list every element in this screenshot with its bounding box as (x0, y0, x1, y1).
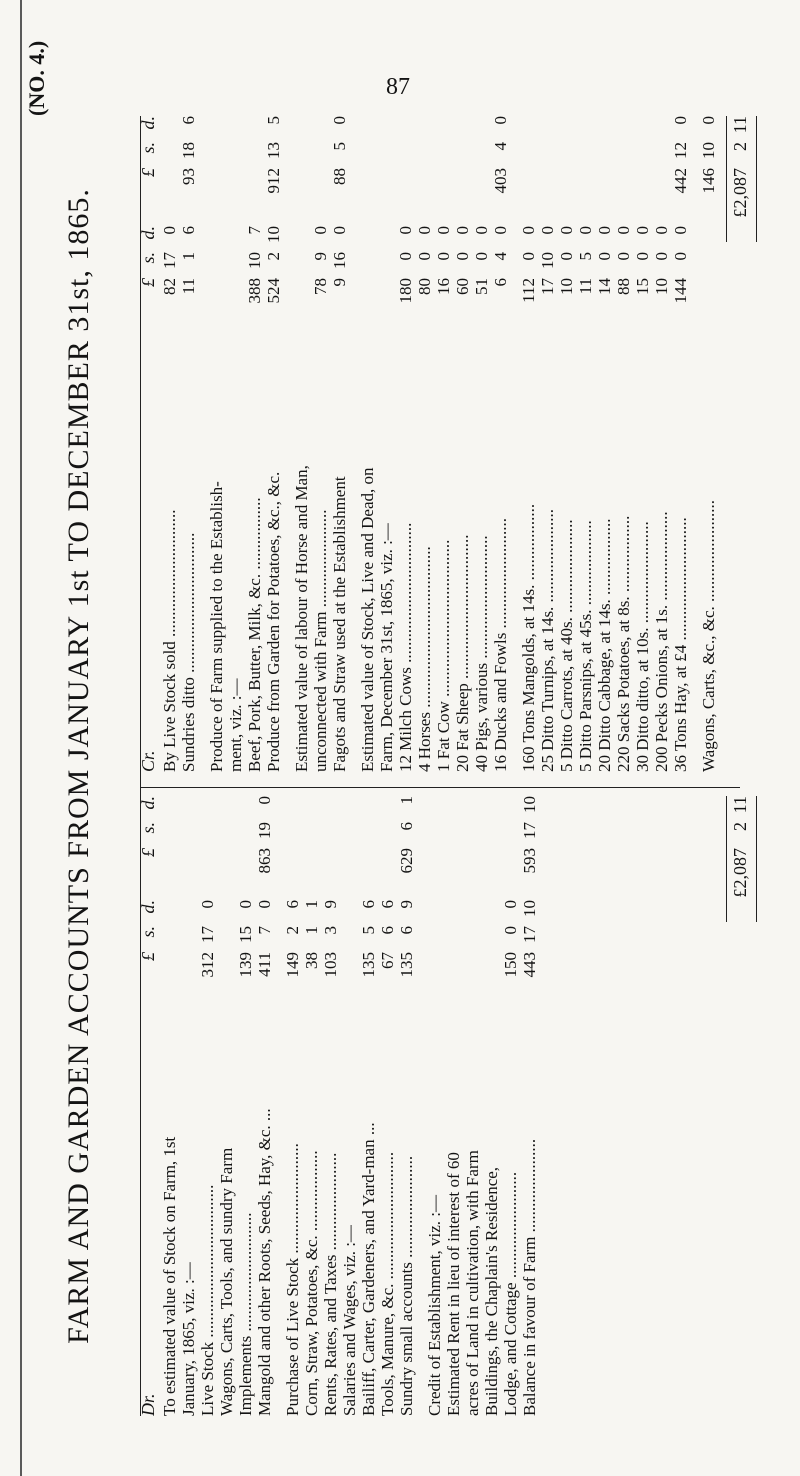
debit-row (425, 796, 444, 1416)
credit-row-amount-pounds: 51 (472, 278, 491, 295)
debit-row-description: Corn, Straw, Potatoes, &c. ................... (302, 1150, 321, 1416)
credit-row-amount-pounds: 17 (538, 278, 557, 295)
credit-side-label: Cr. (138, 750, 158, 772)
credit-row-amount-pence: 0 (311, 226, 330, 235)
credit-row-description: 200 Pecks Onions, at 1s. ..................... (652, 511, 671, 772)
credit-row-subtotal-pounds: 912 (264, 168, 283, 194)
credit-row-amount-shillings: 0 (434, 252, 453, 261)
credit-total-shillings: 2 (730, 142, 750, 151)
credit-row-amount-pence: 0 (538, 226, 557, 235)
credit-row-description: 4 Horses ...................................... (415, 546, 434, 772)
center-divider (140, 787, 740, 788)
credit-row-amount-pence: 0 (491, 226, 510, 235)
debit-row-subtotal-pence: 0 (255, 796, 274, 805)
credit-total-underline (756, 116, 757, 242)
credit-row-amount-shillings: 4 (491, 252, 510, 261)
debit-row-amount-pence: 9 (321, 900, 340, 909)
credit-row-amount-shillings: 0 (396, 252, 415, 261)
credit-row-description: Wagons, Carts, &c., &c. ........................ (699, 499, 718, 772)
debit-row-description: Balance in favour of Farm ...................... (520, 1138, 539, 1416)
credit-row-amount-shillings: 0 (519, 252, 538, 261)
debit-row (283, 796, 302, 1416)
debit-rows (160, 796, 539, 1416)
credit-row (415, 116, 434, 772)
debit-row-subtotal-shillings: 19 (255, 822, 274, 839)
credit-row-description: 5 Ditto Parsnips, at 45s. .................... (576, 520, 595, 772)
credit-row-subtotal-shillings: 13 (264, 142, 283, 159)
credit-row (614, 116, 633, 772)
credit-row-amount-pence: 0 (652, 226, 671, 235)
credit-row (538, 116, 557, 772)
debit-col-pounds-total: £ (138, 848, 158, 857)
debit-row-amount-pounds: 411 (255, 952, 274, 977)
debit-row-amount-pounds: 38 (302, 952, 321, 969)
debit-row-amount-shillings: 1 (302, 926, 321, 935)
debit-row-amount-pounds: 67 (378, 952, 397, 969)
credit-row (453, 116, 472, 772)
credit-row-amount-shillings: 17 (160, 252, 179, 269)
credit-row-amount-shillings: 0 (614, 252, 633, 261)
debit-col-pounds: £ (138, 952, 158, 961)
debit-col-shillings-total: s. (138, 822, 158, 834)
debit-row (359, 796, 378, 1416)
debit-row-description: Live Stock .................................... (198, 1184, 217, 1416)
debit-total (730, 796, 751, 922)
debit-row-amount-pence: 6 (359, 900, 378, 909)
debit-row-amount-pence: 0 (236, 900, 255, 909)
credit-row (226, 116, 245, 772)
credit-col-pence: d. (138, 226, 158, 240)
debit-row-amount-shillings: 15 (236, 926, 255, 943)
credit-row-subtotal-pence: 0 (491, 116, 510, 125)
debit-row-amount-pence: 0 (198, 900, 217, 909)
credit-row-subtotal-shillings: 12 (671, 142, 690, 159)
credit-rows (160, 116, 718, 772)
credit-row-description: Fagots and Straw used at the Establishment (330, 476, 349, 772)
credit-row-amount-pence: 0 (434, 226, 453, 235)
credit-row-amount-pounds: 88 (614, 278, 633, 295)
credit-row-amount-shillings: 16 (330, 252, 349, 269)
credit-total-pounds: £2,087 (730, 168, 750, 218)
credit-row-amount-pence: 0 (614, 226, 633, 235)
credit-row-amount-pence: 0 (330, 226, 349, 235)
credit-row (358, 116, 377, 772)
credit-row-description: 20 Fat Sheep .................................. (453, 534, 472, 772)
debit-row-amount-shillings: 3 (321, 926, 340, 935)
credit-row (557, 116, 576, 772)
credit-row-amount-shillings: 0 (557, 252, 576, 261)
debit-row-amount-pence: 6 (378, 900, 397, 909)
credit-row (377, 116, 396, 772)
credit-row-amount-pence: 0 (576, 226, 595, 235)
debit-row-amount-pounds: 149 (283, 952, 302, 978)
credit-row-description: 12 Milch Cows ................................. (396, 522, 415, 772)
debit-total-rule (726, 796, 727, 922)
debit-row (236, 796, 255, 1416)
credit-row-amount-pence: 0 (595, 226, 614, 235)
credit-row (207, 116, 226, 772)
debit-row-description: To estimated value of Stock on Farm, 1st (160, 1136, 179, 1416)
debit-row-description: Buildings, the Chaplain's Residence, (482, 1166, 501, 1416)
credit-row (434, 116, 453, 772)
debit-row (397, 796, 416, 1416)
credit-col-pounds-total: £ (138, 168, 158, 177)
credit-row-description: 36 Tons Hay, at £4 ............................. (671, 517, 690, 772)
debit-row-amount-pounds: 443 (520, 952, 539, 978)
debit-row-amount-pence: 0 (501, 900, 520, 909)
credit-row-amount-pounds: 112 (519, 278, 538, 303)
debit-row-amount-pence: 9 (397, 900, 416, 909)
credit-row-amount-shillings: 0 (671, 252, 690, 261)
credit-total-rule (726, 116, 727, 242)
credit-row-amount-pounds: 11 (179, 278, 198, 295)
credit-row-amount-pounds: 388 (245, 278, 264, 304)
credit-row-amount-pounds: 82 (160, 278, 179, 295)
credit-row-amount-pounds: 11 (576, 278, 595, 295)
credit-row (330, 116, 349, 772)
debit-row-description: Tools, Manure, &c. .............................. (378, 1151, 397, 1416)
credit-row (576, 116, 595, 772)
credit-row (699, 116, 718, 772)
credit-row-description: 20 Ditto Cabbage, at 14s. .................. (595, 518, 614, 772)
debit-row-amount-pence: 0 (255, 900, 274, 909)
credit-row (491, 116, 510, 772)
debit-row-amount-shillings: 0 (501, 926, 520, 935)
debit-row (217, 796, 236, 1416)
credit-row-amount-pence: 0 (519, 226, 538, 235)
credit-row-amount-shillings: 0 (472, 252, 491, 261)
credit-row-amount-pence: 6 (179, 226, 198, 235)
credit-total (730, 116, 751, 242)
debit-total-underline (756, 796, 757, 922)
debit-row-description: Salaries and Wages, viz. :— (340, 1225, 359, 1416)
debit-row-amount-pounds: 135 (397, 952, 416, 978)
credit-row-amount-shillings: 0 (453, 252, 472, 261)
credit-row-amount-pence: 10 (264, 226, 283, 243)
credit-row-description: Estimated value of labour of Horse and Man, (292, 465, 311, 772)
credit-row-description: 220 Sacks Potatoes, at 8s. .................. (614, 515, 633, 772)
debit-row-amount-pounds: 150 (501, 952, 520, 978)
credit-row-description: Farm, December 31st, 1865, viz. :— (377, 523, 396, 772)
credit-col-pounds: £ (138, 278, 158, 287)
credit-row-amount-pounds: 14 (595, 278, 614, 295)
debit-row (520, 796, 539, 1416)
credit-row-amount-shillings: 2 (264, 252, 283, 261)
debit-row-subtotal-pence: 1 (397, 796, 416, 805)
credit-header (138, 116, 160, 772)
debit-side-label: Dr. (138, 1393, 158, 1416)
debit-row-amount-pence: 1 (302, 900, 321, 909)
debit-col-pence-total: d. (138, 796, 158, 810)
credit-row-amount-pounds: 10 (557, 278, 576, 295)
debit-row (482, 796, 501, 1416)
debit-row-description: Wagons, Carts, Tools, and sundry Farm (217, 1147, 236, 1416)
credit-row-subtotal-pence: 0 (330, 116, 349, 125)
credit-row-amount-pounds: 524 (264, 278, 283, 304)
debit-row-amount-shillings: 5 (359, 926, 378, 935)
credit-row-subtotal-pounds: 442 (671, 168, 690, 194)
credit-row (472, 116, 491, 772)
credit-row (292, 116, 311, 772)
debit-row (179, 796, 198, 1416)
credit-row-description: ment, viz. :— (226, 678, 245, 772)
debit-row-amount-pounds: 103 (321, 952, 340, 978)
credit-row-amount-pounds: 9 (330, 278, 349, 287)
debit-row-amount-shillings: 17 (520, 926, 539, 943)
credit-row (311, 116, 330, 772)
debit-row (463, 796, 482, 1416)
credit-row-description: Beef, Pork, Butter, Milk, &c. ................. (245, 497, 264, 772)
debit-row-subtotal-pence: 10 (520, 796, 539, 813)
credit-row-description: 16 Ducks and Fowls .......................... (491, 517, 510, 772)
debit-row-amount-shillings: 6 (378, 926, 397, 935)
debit-row (444, 796, 463, 1416)
debit-row (378, 796, 397, 1416)
debit-header (138, 796, 160, 1416)
debit-row-description: Purchase of Live Stock .......................... (283, 1143, 302, 1416)
debit-row-amount-shillings: 2 (283, 926, 302, 935)
debit-total-shillings: 2 (730, 822, 750, 831)
credit-row (633, 116, 652, 772)
credit-row-subtotal-pence: 0 (671, 116, 690, 125)
credit-row-amount-shillings: 9 (311, 252, 330, 261)
credit-row (264, 116, 283, 772)
debit-row-amount-pounds: 135 (359, 952, 378, 978)
debit-row-description: January, 1865, viz. :— (179, 1262, 198, 1416)
debit-row (198, 796, 217, 1416)
credit-col-shillings: s. (138, 252, 158, 264)
credit-row-subtotal-pounds: 146 (699, 168, 718, 194)
credit-row-subtotal-pounds: 88 (330, 168, 349, 185)
debit-row-description: Implements ............................ (236, 1212, 255, 1416)
debit-row (501, 796, 520, 1416)
credit-row (160, 116, 179, 772)
credit-row-subtotal-pounds: 93 (179, 168, 198, 185)
credit-row-description: Sundries ditto ................................. (179, 532, 198, 772)
credit-row-description: 30 Ditto ditto, at 10s. ........................ (633, 521, 652, 772)
credit-row-amount-pounds: 16 (434, 278, 453, 295)
credit-row-amount-pence: 0 (396, 226, 415, 235)
credit-row (595, 116, 614, 772)
credit-row-amount-pounds: 144 (671, 278, 690, 304)
debit-total-pence: 11 (730, 796, 750, 814)
debit-col-shillings: s. (138, 926, 158, 938)
credit-row-amount-pence: 7 (245, 226, 264, 235)
debit-row-amount-shillings: 17 (198, 926, 217, 943)
credit-row-subtotal-shillings: 10 (699, 142, 718, 159)
credit-row-amount-pence: 0 (633, 226, 652, 235)
credit-row-amount-shillings: 10 (245, 252, 264, 269)
credit-row (652, 116, 671, 772)
debit-row-subtotal-shillings: 6 (397, 822, 416, 831)
credit-row-amount-shillings: 0 (652, 252, 671, 261)
credit-row-subtotal-shillings: 4 (491, 142, 510, 151)
debit-row-description: Credit of Establishment, viz. :— (425, 1195, 444, 1416)
credit-row-amount-pence: 0 (453, 226, 472, 235)
debit-row-subtotal-pounds: 593 (520, 848, 539, 874)
credit-row-subtotal-shillings: 18 (179, 142, 198, 159)
credit-row (179, 116, 198, 772)
credit-row-amount-shillings: 0 (415, 252, 434, 261)
debit-row-amount-pence: 10 (520, 900, 539, 917)
credit-col-shillings-total: s. (138, 142, 158, 154)
credit-row-amount-pence: 0 (557, 226, 576, 235)
debit-row-amount-pence: 6 (283, 900, 302, 909)
credit-row-description: 1 Fat Cow ..................................... (434, 539, 453, 772)
credit-row (396, 116, 415, 772)
credit-row (245, 116, 264, 772)
credit-row-description: 160 Tons Mangolds, at 14s. .................. (519, 503, 538, 772)
credit-row-amount-pence: 0 (415, 226, 434, 235)
debit-row-amount-pounds: 312 (198, 952, 217, 978)
credit-row-description: By Live Stock sold .............................. (160, 509, 179, 772)
credit-row-amount-pounds: 60 (453, 278, 472, 295)
debit-row-subtotal-pounds: 629 (397, 848, 416, 874)
credit-row-subtotal-shillings: 5 (330, 142, 349, 151)
credit-row-amount-shillings: 0 (633, 252, 652, 261)
credit-row-amount-pounds: 78 (311, 278, 330, 295)
debit-row-description: Sundry small accounts ........................ (397, 1155, 416, 1416)
credit-col-pence-total: d. (138, 116, 158, 130)
credit-row-amount-shillings: 5 (576, 252, 595, 261)
credit-row (519, 116, 538, 772)
credit-row-subtotal-pence: 0 (699, 116, 718, 125)
debit-col-pence: d. (138, 900, 158, 914)
credit-row-description: unconnected with Farm ....................... (311, 509, 330, 772)
debit-row (160, 796, 179, 1416)
debit-row (321, 796, 340, 1416)
page-tag: (NO. 4.) (24, 40, 49, 116)
debit-row-description: Bailiff, Carter, Gardeners, and Yard-man ... (359, 1122, 378, 1416)
debit-total-pounds: £2,087 (730, 848, 750, 898)
page-title: FARM AND GARDEN ACCOUNTS FROM JANUARY 1st TO DECEMBER 31st, 1865. (62, 188, 95, 1344)
debit-row (255, 796, 274, 1416)
debit-row-description: Mangold and other Roots, Seeds, Hay, &c. ... (255, 1108, 274, 1416)
credit-row-amount-pounds: 15 (633, 278, 652, 295)
credit-row (671, 116, 690, 772)
debit-row (302, 796, 321, 1416)
credit-row-amount-shillings: 0 (595, 252, 614, 261)
debit-row-amount-shillings: 7 (255, 926, 274, 935)
credit-row-amount-pounds: 80 (415, 278, 434, 295)
credit-row-amount-pounds: 10 (652, 278, 671, 295)
credit-row-amount-pounds: 180 (396, 278, 415, 304)
credit-row-amount-shillings: 1 (179, 252, 198, 261)
credit-row-description: Estimated value of Stock, Live and Dead, on (358, 467, 377, 772)
page-gutter-line (0, 0, 22, 1476)
page-number: 87 (386, 74, 410, 100)
debit-row-description: Lodge, and Cottage ......................... (501, 1171, 520, 1416)
credit-row-amount-shillings: 10 (538, 252, 557, 269)
debit-panel (138, 796, 539, 1416)
debit-row-subtotal-shillings: 17 (520, 822, 539, 839)
credit-row-amount-pence: 0 (472, 226, 491, 235)
rotated-ledger (20, 40, 780, 1456)
credit-row-description: 40 Pigs, various ............................. (472, 535, 491, 772)
debit-row-amount-shillings: 6 (397, 926, 416, 935)
credit-row-description: 5 Ditto Carrots, at 40s. ...................... (557, 519, 576, 772)
credit-row-amount-pence: 0 (671, 226, 690, 235)
credit-row-amount-pence: 0 (160, 226, 179, 235)
credit-row-description: Produce of Farm supplied to the Establish- (207, 481, 226, 772)
credit-row-subtotal-pence: 5 (264, 116, 283, 125)
debit-row-subtotal-pounds: 863 (255, 848, 274, 874)
credit-panel (138, 116, 718, 772)
debit-row (340, 796, 359, 1416)
debit-row-amount-pounds: 139 (236, 952, 255, 978)
debit-row-description: acres of Land in cultivation, with Farm (463, 1150, 482, 1416)
debit-row-description: Estimated Rent in lieu of interest of 60 (444, 1152, 463, 1416)
credit-total-pence: 11 (730, 116, 750, 134)
credit-row-subtotal-pence: 6 (179, 116, 198, 125)
credit-row-subtotal-pounds: 403 (491, 168, 510, 194)
credit-row-description: Produce from Garden for Potatoes, &c., &c. (264, 471, 283, 772)
credit-row-description: 25 Ditto Turnips, at 14s. ...................... (538, 508, 557, 772)
debit-row-description: Rents, Rates, and Taxes ....................... (321, 1152, 340, 1416)
credit-row-amount-pounds: 6 (491, 278, 510, 287)
